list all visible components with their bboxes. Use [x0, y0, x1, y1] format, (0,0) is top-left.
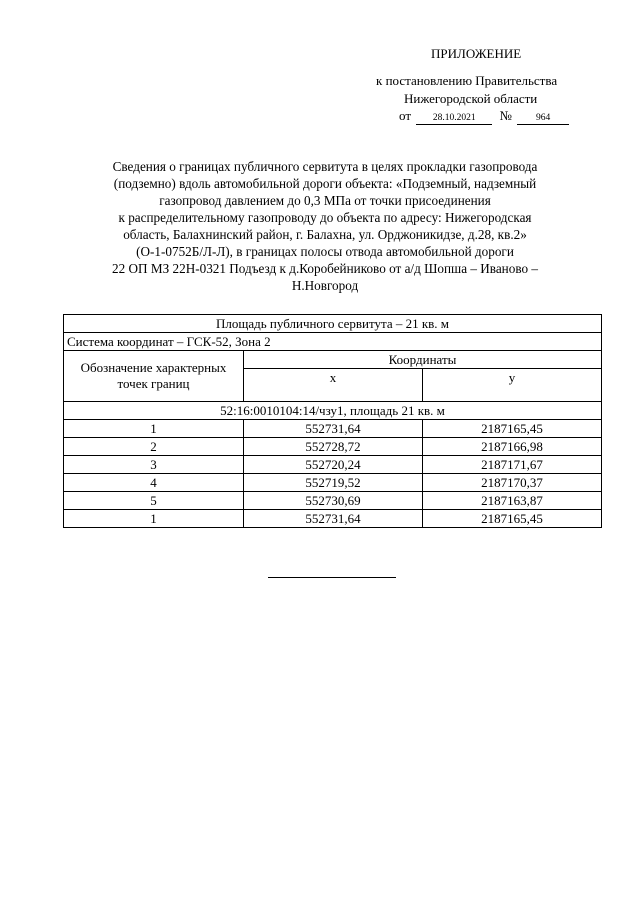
- x-header: x: [244, 369, 423, 402]
- title-line: 22 ОП МЗ 22Н-0321 Подъезд к д.Коробейниково от а/д Шопша – Иваново –: [112, 261, 538, 276]
- point-cell: 1: [64, 420, 244, 438]
- table-row: [64, 474, 602, 492]
- appendix-date-line: [399, 108, 569, 125]
- y-header: y: [423, 369, 602, 402]
- x-cell: 552731,64: [244, 420, 423, 438]
- appendix-line-1: к постановлению Правительства: [376, 73, 558, 88]
- appendix-label: ПРИЛОЖЕНИЕ: [431, 46, 522, 61]
- number-sign: №: [499, 108, 512, 123]
- x-cell: 552731,64: [244, 510, 423, 528]
- coord-system-row: Система координат – ГСК-52, Зона 2: [64, 333, 602, 351]
- closing-divider: [268, 577, 396, 578]
- date-value: 28.10.2021: [416, 113, 492, 125]
- x-cell: 552730,69: [244, 492, 423, 510]
- table-row: [64, 438, 602, 456]
- point-cell: 4: [64, 474, 244, 492]
- y-cell: 2187171,67: [423, 456, 602, 474]
- y-cell: 2187166,98: [423, 438, 602, 456]
- number-value: 964: [517, 113, 569, 125]
- appendix-line-2: Нижегородской области: [404, 91, 538, 106]
- table-row: [64, 456, 602, 474]
- document-title: [72, 158, 578, 294]
- title-line: (О-1-0752Б/Л-Л), в границах полосы отвода автомобильной дороги: [136, 244, 514, 259]
- y-cell: 2187170,37: [423, 474, 602, 492]
- point-cell: 5: [64, 492, 244, 510]
- y-cell: 2187163,87: [423, 492, 602, 510]
- x-cell: 552728,72: [244, 438, 423, 456]
- point-cell: 1: [64, 510, 244, 528]
- x-cell: 552720,24: [244, 456, 423, 474]
- title-line: Сведения о границах публичного сервитута в целях прокладки газопровода: [112, 159, 538, 174]
- coords-header: Координаты: [244, 351, 602, 369]
- y-cell: 2187165,45: [423, 420, 602, 438]
- title-line: газопровод давлением до 0,3 МПа от точки присоединения: [159, 193, 491, 208]
- table-row: [64, 510, 602, 528]
- x-cell: 552719,52: [244, 474, 423, 492]
- title-line: Н.Новгород: [291, 278, 359, 293]
- parcel-row: 52:16:0010104:14/чзу1, площадь 21 кв. м: [64, 402, 602, 420]
- y-cell: 2187165,45: [423, 510, 602, 528]
- title-line: (подземно) вдоль автомобильной дороги объекта: «Подземный, надземный: [113, 176, 537, 191]
- point-cell: 2: [64, 438, 244, 456]
- area-row: Площадь публичного сервитута – 21 кв. м: [64, 315, 602, 333]
- title-line: к распределительному газопроводу до объекта по адресу: Нижегородская: [118, 210, 532, 225]
- point-cell: 3: [64, 456, 244, 474]
- table-row: [64, 420, 602, 438]
- points-header: Обозначение характерных точек границ: [64, 351, 244, 402]
- title-line: область, Балахнинский район, г. Балахна, ул. Орджоникидзе, д.28, кв.2»: [123, 227, 527, 242]
- coordinates-table: [63, 314, 602, 528]
- date-prefix: от: [399, 108, 412, 123]
- table-row: [64, 492, 602, 510]
